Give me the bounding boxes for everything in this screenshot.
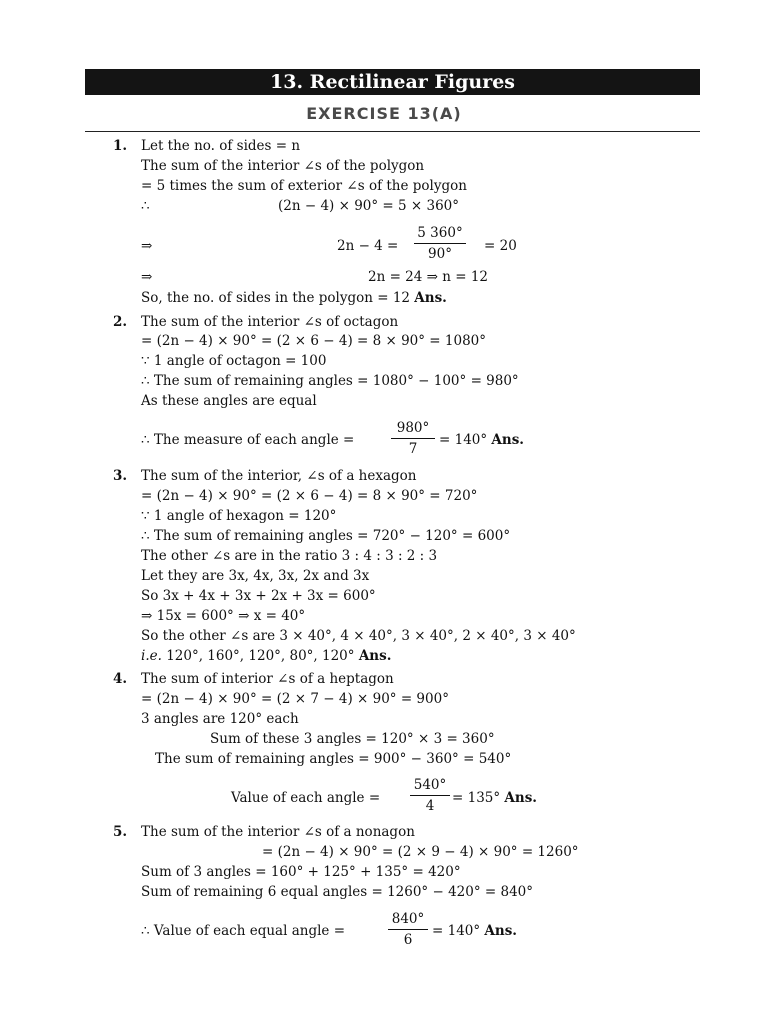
fraction-denominator: 4 [425, 798, 435, 814]
solution-line: Sum of 3 angles = 160° + 125° + 135° = 420° [141, 864, 461, 880]
solution-line: As these angles are equal [141, 393, 317, 409]
fraction-numerator: 840° [391, 911, 425, 927]
answer-label: Ans. [504, 790, 538, 806]
answer-label: Ans. [484, 923, 518, 939]
solution-line: ∴ Value of each equal angle = [141, 923, 346, 939]
solution-line: The sum of the interior, ∠s of a hexagon [141, 468, 417, 484]
solution-line: ∴ The measure of each angle = [141, 432, 355, 448]
question-number: 2. [113, 314, 128, 330]
title-divider [85, 131, 700, 132]
answer-text: = 140° [432, 923, 481, 939]
solution-line: = (2n − 4) × 90° = (2 × 9 − 4) × 90° = 1260° [262, 844, 579, 860]
fraction-denominator: 90° [428, 246, 452, 262]
solution-line: The sum of the interior ∠s of the polygon [141, 158, 425, 174]
fraction-numerator: 540° [413, 777, 447, 793]
fraction [410, 776, 450, 815]
solution-line: (2n − 4) × 90° = 5 × 360° [278, 198, 460, 214]
answer-line [141, 647, 391, 665]
fraction-denominator: 6 [403, 932, 413, 948]
solution-line: The sum of the interior ∠s of octagon [141, 314, 399, 330]
solution-line: = (2n − 4) × 90° = (2 × 6 − 4) = 8 × 90° = 1080° [141, 333, 487, 349]
solution-line: ∵ 1 angle of octagon = 100 [141, 353, 327, 369]
solution-line: The sum of interior ∠s of a heptagon [141, 671, 394, 687]
chapter-title: 13. Rectilinear Figures [85, 69, 700, 95]
fraction-bar [414, 243, 466, 244]
solution-line: = (2n − 4) × 90° = (2 × 6 − 4) = 8 × 90° = 720° [141, 488, 478, 504]
question-number: 1. [113, 138, 128, 154]
solution-line: Sum of remaining 6 equal angles = 1260° − 420° = 840° [141, 884, 534, 900]
answer-label: Ans. [358, 648, 392, 664]
solution-line: Let the no. of sides = n [141, 138, 301, 154]
therefore-symbol: ∴ [141, 198, 150, 214]
solution-line: 2n − 4 = [337, 238, 399, 254]
solution-line: ⇒ 15x = 600° ⇒ x = 40° [141, 608, 306, 624]
fraction [388, 910, 428, 949]
implies-symbol: ⇒ [141, 238, 153, 254]
answer-text: = 135° [452, 790, 501, 806]
fraction-bar [410, 795, 450, 796]
solution-line: = 20 [484, 238, 517, 254]
answer-label: Ans. [414, 290, 447, 306]
solution-line: 2n = 24 ⇒ n = 12 [368, 269, 489, 285]
solution-line: The sum of remaining angles = 900° − 360° = 540° [155, 751, 512, 767]
solution-line: Let they are 3x, 4x, 3x, 2x and 3x [141, 568, 370, 584]
solution-line: The sum of the interior ∠s of a nonagon [141, 824, 415, 840]
question-number: 5. [113, 824, 128, 840]
solution-line: = 5 times the sum of exterior ∠s of the polygon [141, 178, 467, 194]
question-number: 3. [113, 468, 128, 484]
fraction-numerator: 980° [396, 420, 430, 436]
solution-line: 3 angles are 120° each [141, 711, 299, 727]
fraction-denominator: 7 [408, 441, 418, 457]
exercise-title: EXERCISE 13(A) [306, 104, 462, 123]
solution-line: = (2n − 4) × 90° = (2 × 7 − 4) × 90° = 900° [141, 691, 449, 707]
fraction-numerator: 5 360° [417, 225, 463, 241]
fraction-bar [391, 438, 435, 439]
answer-text: = 140° [439, 432, 488, 448]
answer-line [141, 289, 447, 307]
answer-text: 120°, 160°, 120°, 80°, 120° [166, 648, 355, 664]
answer-text: So, the no. of sides in the polygon = 12 [141, 290, 410, 306]
solution-line: So the other ∠s are 3 × 40°, 4 × 40°, 3 × 40°, 2 × 40°, 3 × 40° [141, 628, 576, 644]
answer-line [432, 922, 517, 940]
solution-line: ∵ 1 angle of hexagon = 120° [141, 508, 337, 524]
solution-line: ∴ The sum of remaining angles = 720° − 120° = 600° [141, 528, 511, 544]
ie-abbreviation: i.e. [141, 648, 162, 664]
question-number: 4. [113, 671, 128, 687]
fraction-bar [388, 929, 428, 930]
implies-symbol: ⇒ [141, 269, 153, 285]
solution-line: So 3x + 4x + 3x + 2x + 3x = 600° [141, 588, 376, 604]
solution-line: The other ∠s are in the ratio 3 : 4 : 3 : 2 : 3 [141, 548, 438, 564]
answer-line [439, 431, 524, 449]
answer-line [452, 789, 537, 807]
solution-line: Sum of these 3 angles = 120° × 3 = 360° [210, 731, 495, 747]
fraction [414, 224, 466, 263]
solution-line: ∴ The sum of remaining angles = 1080° − 100° = 980° [141, 373, 519, 389]
answer-label: Ans. [491, 432, 525, 448]
solution-line: Value of each angle = [231, 790, 381, 806]
fraction [391, 419, 435, 458]
